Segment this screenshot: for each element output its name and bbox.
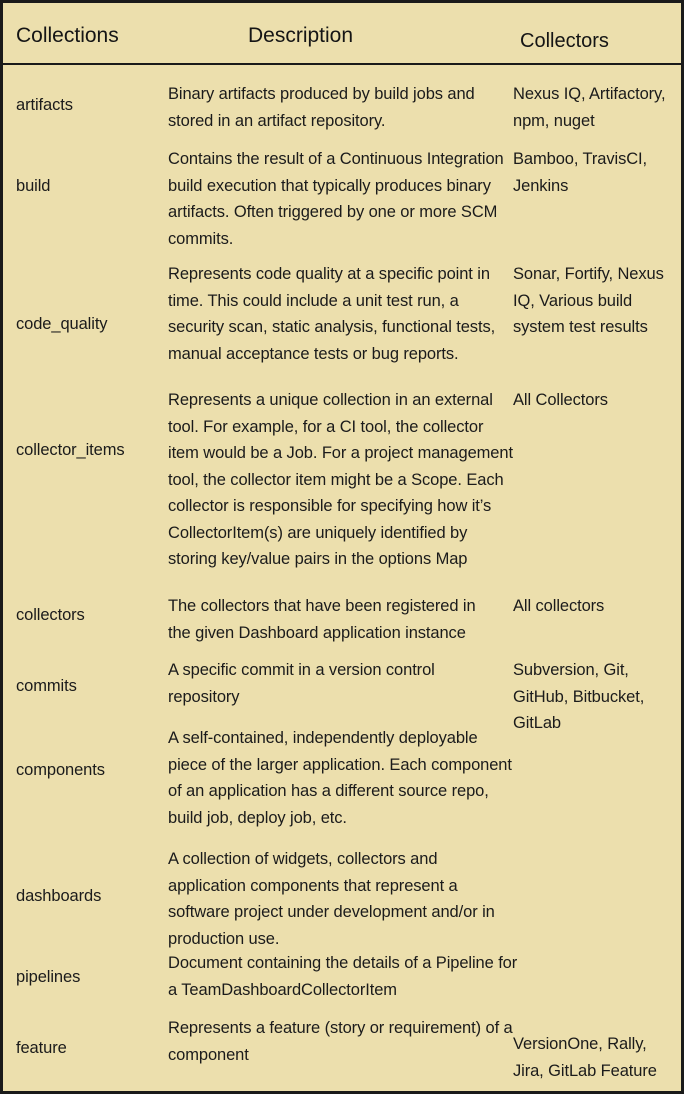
- cell-description: Represents code quality at a specific point in time. This could include a unit test run, a security scan, static analysis, functional tests, manual acceptance tests or bug reports.: [168, 265, 496, 363]
- cell-collectors: Bamboo, TravisCI, Jenkins: [513, 150, 648, 195]
- cell-description: Document containing the details of a Pipeline for a TeamDashboardCollectorItem: [168, 954, 518, 999]
- cell-description: A self-contained, independently deployable piece of the larger application. Each component of an application has a different source repo, build job, deploy job, etc.: [168, 729, 512, 827]
- cell-collectors: Sonar, Fortify, Nexus IQ, Various build system test results: [513, 265, 664, 336]
- column-header-collections: Collections: [16, 24, 119, 47]
- cell-collection-name: artifacts: [16, 96, 73, 114]
- cell-description: Represents a unique collection in an external tool. For example, for a CI tool, the collector item would be a Job. For a project management tool, the collector item might be a Scope. Each collector is responsible for specifying how it’s CollectorItem(s) are uniquely identified by storing key/value pairs in the options Map: [168, 391, 513, 568]
- cell-collection-name: code_quality: [16, 315, 108, 333]
- cell-collectors: Subversion, Git, GitHub, Bitbucket, GitLab: [513, 661, 645, 732]
- column-header-collectors: Collectors: [520, 30, 609, 52]
- cell-collection-name: collector_items: [16, 441, 125, 459]
- cell-collection-name: commits: [16, 677, 77, 695]
- cell-collectors: All collectors: [513, 597, 605, 615]
- cell-collection-name: collectors: [16, 606, 85, 624]
- cell-description: Represents a feature (story or requirement) of a component: [168, 1019, 513, 1064]
- cell-collection-name: feature: [16, 1039, 67, 1057]
- cell-collectors: All Collectors: [513, 391, 608, 409]
- cell-collectors: VersionOne, Rally, Jira, GitLab Feature: [513, 1035, 657, 1080]
- cell-collection-name: components: [16, 761, 105, 779]
- cell-description: Binary artifacts produced by build jobs and stored in an artifact repository.: [168, 85, 475, 130]
- column-header-description: Description: [248, 24, 354, 47]
- cell-collectors: Nexus IQ, Artifactory, npm, nuget: [513, 85, 666, 130]
- cell-description: A collection of widgets, collectors and application components that represent a software project under development and/or in production use.: [168, 850, 495, 948]
- cell-description: A specific commit in a version control repository: [168, 661, 435, 706]
- table-header-row: [3, 3, 681, 65]
- cell-collection-name: pipelines: [16, 968, 81, 986]
- cell-description: The collectors that have been registered in the given Dashboard application instance: [168, 597, 476, 642]
- cell-collection-name: build: [16, 177, 51, 195]
- cell-description: Contains the result of a Continuous Integration build execution that typically produces binary artifacts. Often triggered by one or more SCM commits.: [168, 150, 504, 248]
- table-body: [3, 65, 681, 1091]
- cell-collection-name: dashboards: [16, 887, 102, 905]
